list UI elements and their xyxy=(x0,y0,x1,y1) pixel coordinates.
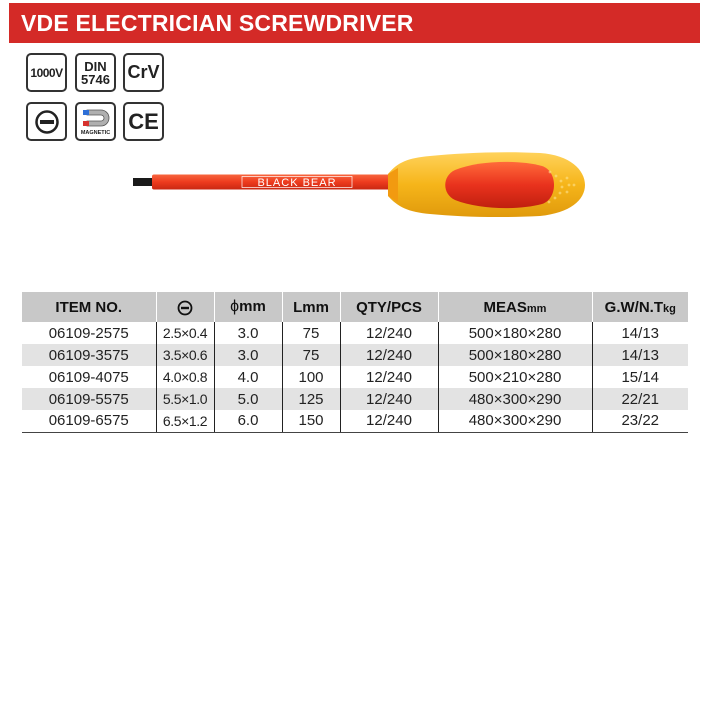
cell-qty: 12/240 xyxy=(340,410,438,432)
meas-label: MEAS xyxy=(483,298,527,316)
header-item-no: ITEM NO. xyxy=(22,292,156,322)
cell-diameter: 5.0 xyxy=(214,388,282,410)
cell-size: 2.5×0.4 xyxy=(156,322,214,344)
table-header-row xyxy=(22,292,688,322)
header-meas xyxy=(438,292,592,322)
slotted-tip-icon xyxy=(34,109,60,135)
screwdriver-illustration xyxy=(130,150,590,220)
magnetic-label: MAGNETIC xyxy=(80,130,111,136)
cell-size: 4.0×0.8 xyxy=(156,366,214,388)
cell-meas: 500×210×280 xyxy=(438,366,592,388)
length-unit: mm xyxy=(302,298,329,316)
cell-item-no: 06109-2575 xyxy=(22,322,156,344)
ce-label: CE xyxy=(128,108,159,134)
cell-size: 6.5×1.2 xyxy=(156,410,214,432)
cell-item-no: 06109-3575 xyxy=(22,344,156,366)
cell-length: 150 xyxy=(282,410,340,432)
cell-size: 3.5×0.6 xyxy=(156,344,214,366)
cell-weight: 23/22 xyxy=(592,410,688,432)
table-row xyxy=(22,388,688,410)
cell-weight: 14/13 xyxy=(621,324,660,342)
ce-badge xyxy=(123,102,164,141)
cell-diameter: 4.0 xyxy=(214,366,282,388)
cell-meas: 500×180×280 xyxy=(438,322,592,344)
diameter-symbol: ϕ xyxy=(230,298,240,315)
header-qty: QTY/PCS xyxy=(340,292,438,322)
header-weight xyxy=(592,292,688,322)
din-standard-badge xyxy=(75,53,116,92)
table-row xyxy=(22,344,688,366)
table-row xyxy=(22,322,688,344)
header-diameter xyxy=(214,292,282,322)
cell-meas: 480×300×290 xyxy=(438,410,592,432)
cell-meas: 500×180×280 xyxy=(438,344,592,366)
cell-qty: 12/240 xyxy=(340,322,438,344)
brand-text: BLACK BEAR xyxy=(257,177,337,189)
cell-diameter: 3.0 xyxy=(214,344,282,366)
header-length xyxy=(282,292,340,322)
cell-qty: 12/240 xyxy=(340,344,438,366)
slotted-tip-badge xyxy=(26,102,67,141)
cell-weight: 15/14 xyxy=(621,368,660,386)
magnet-icon xyxy=(81,107,111,129)
table-row xyxy=(22,410,688,432)
page-title: VDE ELECTRICIAN SCREWDRIVER xyxy=(9,3,700,43)
voltage-label: 1000V xyxy=(30,65,63,80)
material-badge xyxy=(123,53,164,92)
weight-label: G.W/N.T xyxy=(604,298,663,316)
cell-length: 75 xyxy=(282,322,340,344)
din-number: 5746 xyxy=(81,71,110,87)
cell-qty: 12/240 xyxy=(340,366,438,388)
length-label: L xyxy=(293,298,303,316)
slotted-tip-icon xyxy=(177,300,193,316)
header-tip-size xyxy=(156,292,214,322)
material-label: CrV xyxy=(127,62,160,82)
cell-size: 5.5×1.0 xyxy=(156,388,214,410)
cell-length: 75 xyxy=(282,344,340,366)
specification-table xyxy=(22,292,688,433)
diameter-unit: mm xyxy=(239,298,266,315)
cell-meas: 480×300×290 xyxy=(438,388,592,410)
weight-unit: kg xyxy=(662,302,676,315)
cell-diameter: 6.0 xyxy=(214,410,282,432)
cell-weight: 14/13 xyxy=(592,344,688,366)
screwdriver-tip xyxy=(133,178,155,186)
voltage-badge xyxy=(26,53,67,92)
handle-grip-insert xyxy=(445,162,554,208)
din-label: DIN xyxy=(84,58,107,74)
cell-length: 100 xyxy=(282,366,340,388)
cell-diameter: 3.0 xyxy=(214,322,282,344)
magnetic-badge xyxy=(75,102,116,141)
table-row xyxy=(22,366,688,388)
cell-qty: 12/240 xyxy=(340,388,438,410)
cell-weight: 22/21 xyxy=(592,388,688,410)
meas-unit: mm xyxy=(526,302,547,315)
cell-item-no: 06109-6575 xyxy=(22,410,156,432)
cell-item-no: 06109-5575 xyxy=(22,388,156,410)
cell-item-no: 06109-4075 xyxy=(22,366,156,388)
cell-length: 125 xyxy=(282,388,340,410)
